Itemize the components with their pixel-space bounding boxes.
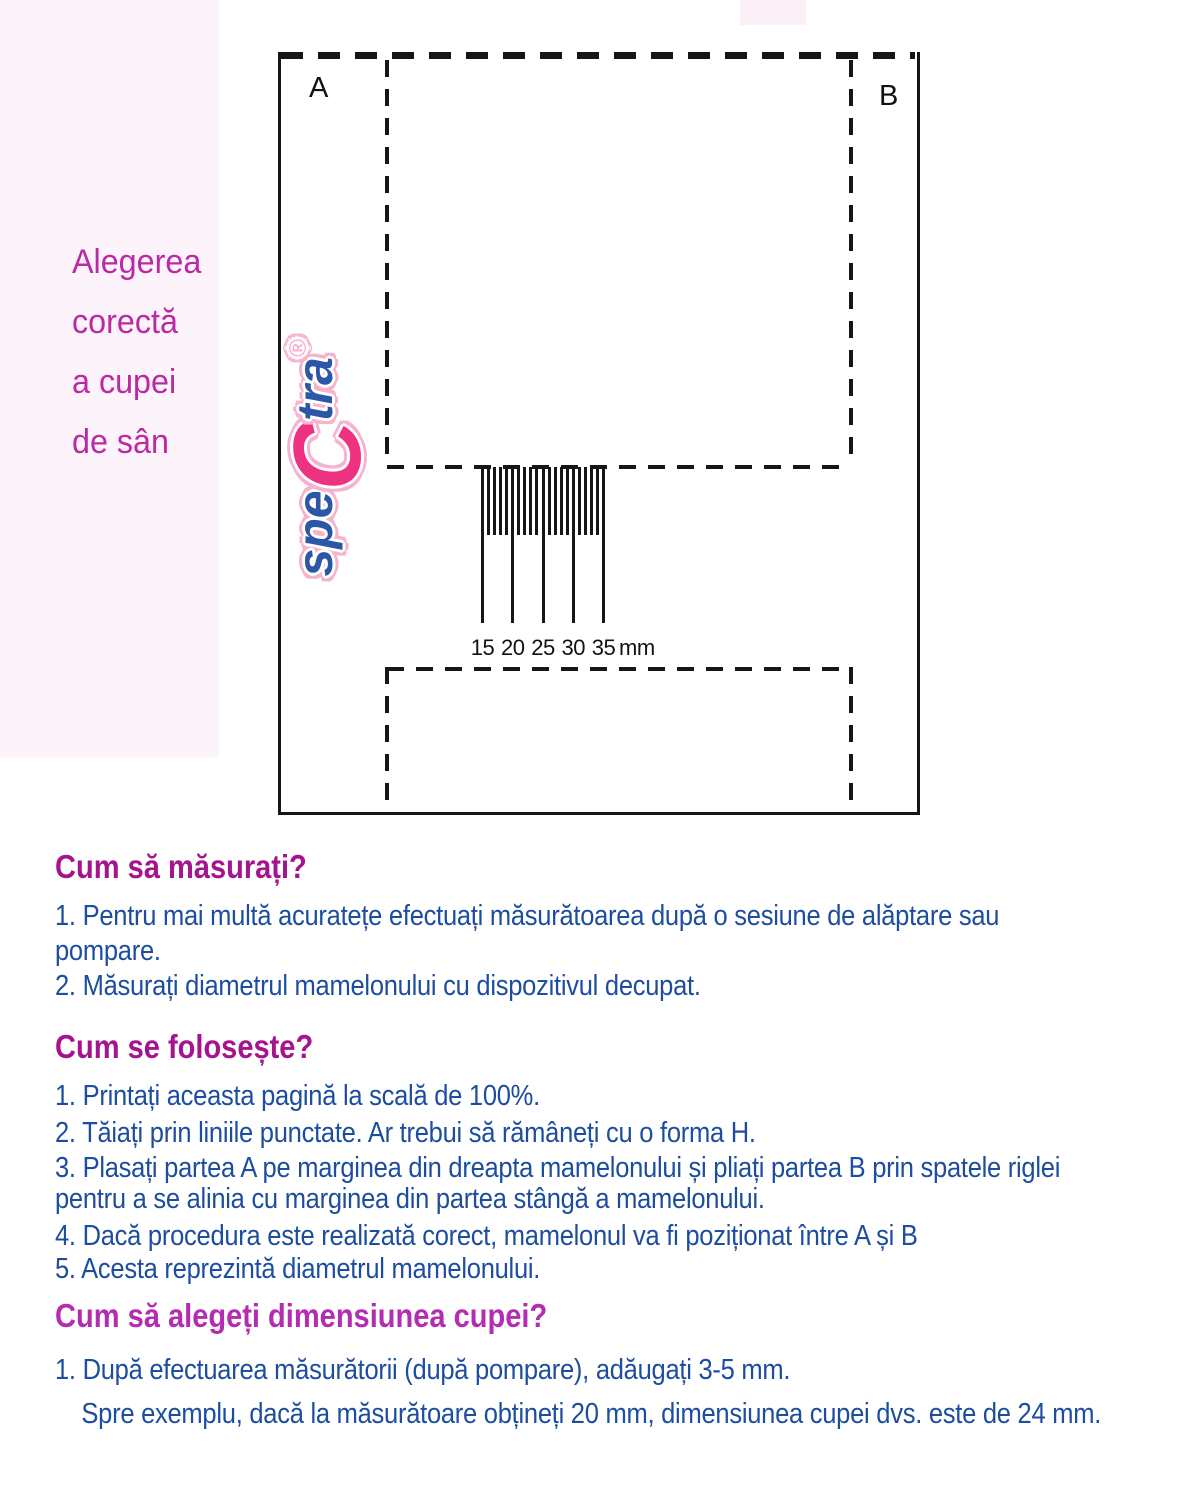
- section-heading-how-to-use: Cum se folosește?: [55, 1028, 314, 1065]
- ruler-minor-tick: [548, 467, 551, 535]
- ruler-minor-tick: [566, 467, 569, 535]
- cut-line-top: [281, 52, 915, 59]
- ruler-major-tick: [481, 467, 484, 623]
- cut-line-right-upper: [849, 60, 853, 465]
- ruler-minor-tick: [505, 467, 508, 535]
- spectra-logo-text: [274, 339, 381, 577]
- ruler-minor-tick: [523, 467, 526, 535]
- ruler-minor-tick: [590, 467, 593, 535]
- ruler-label: 15: [470, 635, 495, 660]
- instruction-line: 2. Tăiați prin liniile punctate. Ar trebui să rămâneți cu o forma H.: [55, 1117, 756, 1149]
- logo-text-tra: tra: [287, 357, 344, 422]
- ruler-label: 25: [531, 635, 555, 660]
- ruler-labels: [470, 635, 691, 665]
- instruction-line: 1. După efectuarea măsurătorii (după pompare), adăugați 3-5 mm.: [55, 1354, 791, 1386]
- cut-line-right-lower: [849, 667, 853, 812]
- top-pink-patch: [740, 0, 806, 25]
- ruler-label: 20: [501, 635, 525, 660]
- ruler-minor-tick: [535, 467, 538, 535]
- ruler-minor-tick: [517, 467, 520, 535]
- instructions: [55, 845, 1195, 1465]
- side-title: [72, 232, 201, 472]
- ruler-minor-tick: [487, 467, 490, 535]
- instruction-line: 4. Dacă procedura este realizată corect, mamelonul va fi poziționat între A și B: [55, 1220, 918, 1252]
- ruler-minor-tick: [529, 467, 532, 535]
- ruler-minor-tick: [596, 467, 599, 535]
- ruler-minor-tick: [584, 467, 587, 535]
- instruction-line: Spre exemplu, dacă la măsurătoare obțineți 20 mm, dimensiunea cupei dvs. este de 24 mm.: [81, 1398, 1102, 1430]
- section-heading-how-to-measure: Cum să măsurați?: [55, 848, 307, 885]
- registered-trademark-icon: ®: [284, 339, 312, 358]
- side-title-line: Alegerea: [72, 243, 202, 281]
- instruction-line: 3. Plasați partea A pe marginea din dreapta mamelonului și pliați partea B prin spatele riglei: [55, 1152, 1061, 1184]
- instruction-line: 5. Acesta reprezintă diametrul mamelonului.: [55, 1253, 541, 1285]
- instruction-line: pompare.: [55, 935, 161, 967]
- ruler-major-tick: [542, 467, 545, 623]
- logo-text-c: C: [274, 421, 381, 491]
- part-b-label: B: [879, 80, 899, 112]
- ruler-unit-label: mm: [619, 635, 655, 660]
- cut-line-left-lower: [385, 667, 389, 812]
- ruler-minor-tick: [560, 467, 563, 535]
- instruction-line: 1. Pentru mai multă acuratețe efectuați măsurătoarea după o sesiune de alăptare sau: [55, 900, 1000, 932]
- part-a-label: A: [309, 72, 329, 104]
- ruler-major-tick: [602, 467, 605, 623]
- ruler-minor-tick: [499, 467, 502, 535]
- ruler-label: 30: [561, 635, 585, 660]
- ruler-minor-tick: [493, 467, 496, 535]
- ruler-minor-tick: [554, 467, 557, 535]
- ruler-major-tick: [511, 467, 514, 623]
- side-title-line: corectă: [72, 303, 178, 341]
- section-heading-choose-size: Cum să alegeți dimensiunea cupei?: [55, 1297, 548, 1334]
- instruction-line: 1. Printați aceasta pagină la scală de 100%.: [55, 1080, 540, 1112]
- instruction-line: pentru a se alinia cu marginea din partea stângă a mamelonului.: [55, 1183, 765, 1215]
- cut-line-left-upper: [385, 60, 389, 465]
- ruler-label: 35: [591, 635, 616, 660]
- instruction-line: 2. Măsurați diametrul mamelonului cu dispozitivul decupat.: [55, 970, 701, 1002]
- mm-ruler: [470, 467, 691, 707]
- spectra-logo: [274, 331, 381, 585]
- ruler-major-tick: [572, 467, 575, 623]
- side-title-line: a cupei: [72, 363, 177, 401]
- side-title-line: de sân: [72, 423, 169, 461]
- logo-text-spe: spe: [287, 490, 344, 577]
- ruler-minor-tick: [578, 467, 581, 535]
